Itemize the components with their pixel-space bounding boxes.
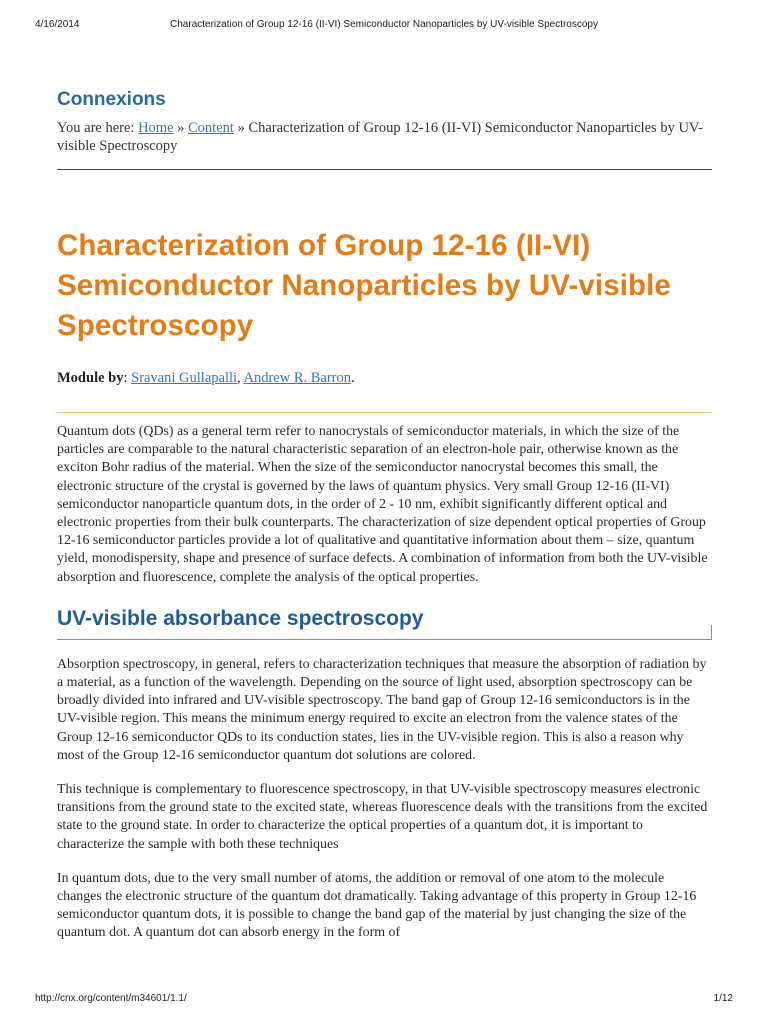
module-by-colon: :	[123, 370, 132, 386]
author-period: .	[351, 370, 355, 386]
page-title: Characterization of Group 12-16 (II-VI) Semiconductor Nanoparticles by UV-visible Spectroscopy	[57, 229, 671, 342]
breadcrumb-current: Characterization of Group 12-16 (II-VI) Semiconductor Nanoparticles by UV-visible Spectroscopy	[57, 120, 703, 154]
intro-paragraph: Quantum dots (QDs) as a general term refer to nanocrystals of semiconductor materials, in which the size of the particles are comparable to the natural characteristic separation of an electron-hole pair, otherwise known as the exciton Bohr radius of the material. When the size of the semiconductor nanocrystal becomes this small, the electronic structure of the crystal is governed by the laws of quantum physics. Very small Group 12-16 (II-VI) semiconductor nanoparticle quantum dots, in the order of 2 - 10 nm, exhibit significantly different optical and electronic properties from their bulk counterparts. The characterization of size dependent optical properties of Group 12-16 semiconductor particles provide a lot of qualitative and quantitative information about them – size, quantum yield, monodispersity, shape and presence of surface defects. A combination of information from both the UV-visible absorption and fluorescence, complete the analysis of the optical properties.	[57, 424, 708, 585]
breadcrumb-home-link[interactable]: Home	[138, 120, 174, 136]
section-heading-container	[57, 605, 712, 640]
breadcrumb-separator: »	[233, 120, 249, 136]
module-authors	[57, 368, 712, 388]
module-by-label: Module by	[57, 370, 124, 386]
print-url: http://cnx.org/content/m34601/1.1/	[35, 993, 187, 1004]
site-name[interactable]: Connexions	[57, 89, 166, 110]
breadcrumb-content-link[interactable]: Content	[188, 120, 234, 136]
author-separator: ,	[237, 370, 244, 386]
author-link-gullapalli[interactable]: Sravani Gullapalli	[131, 370, 238, 386]
print-page-title: Characterization of Group 12-16 (II-VI) Semiconductor Nanoparticles by UV-visible Spectroscopy	[170, 19, 598, 30]
header-divider	[57, 169, 712, 170]
section-heading: UV-visible absorbance spectroscopy	[57, 606, 424, 630]
print-date: 4/16/2014	[35, 19, 80, 30]
breadcrumb	[57, 119, 712, 155]
author-link-barron[interactable]: Andrew R. Barron	[243, 370, 352, 386]
complementary-paragraph: This technique is complementary to fluorescence spectroscopy, in that UV-visible spectroscopy measures electronic transitions from the ground state to the excited state, whereas fluorescence deals with the transitions from the excited state to the ground state. In order to characterize the optical properties of a quantum dot, it is important to characterize the sample with both these techniques	[57, 782, 708, 852]
quantum-dots-paragraph: In quantum dots, due to the very small number of atoms, the addition or removal of one atom to the molecule changes the electronic structure of the quantum dot dramatically. Taking advantage of this property in Group 12-16 semiconductor quantum dots, it is possible to change the band gap of the material by just changing the size of the quantum dot. A quantum dot can absorb energy in the form of	[57, 870, 697, 941]
heading-rule-end	[711, 625, 712, 639]
absorption-paragraph: Absorption spectroscopy, in general, refers to characterization techniques that measure the absorption of radiation by a material, as a function of the wavelength. Depending on the source of light used, absorption spectroscopy can be broadly divided into infrared and UV-visible spectroscopy. The band gap of Group 12-16 semiconductors is in the UV-visible region. This means the minimum energy required to excite an electron from the valence states of the Group 12-16 semiconductor QDs to its conduction states, lies in the UV-visible region. This is also a reason why most of the Group 12-16 semiconductor quantum dot solutions are colored.	[57, 656, 707, 763]
main-content	[57, 86, 712, 943]
breadcrumb-prefix: You are here:	[57, 120, 139, 136]
module-divider	[57, 412, 712, 413]
print-page-number: 1/12	[713, 993, 733, 1004]
breadcrumb-separator: »	[173, 120, 189, 136]
